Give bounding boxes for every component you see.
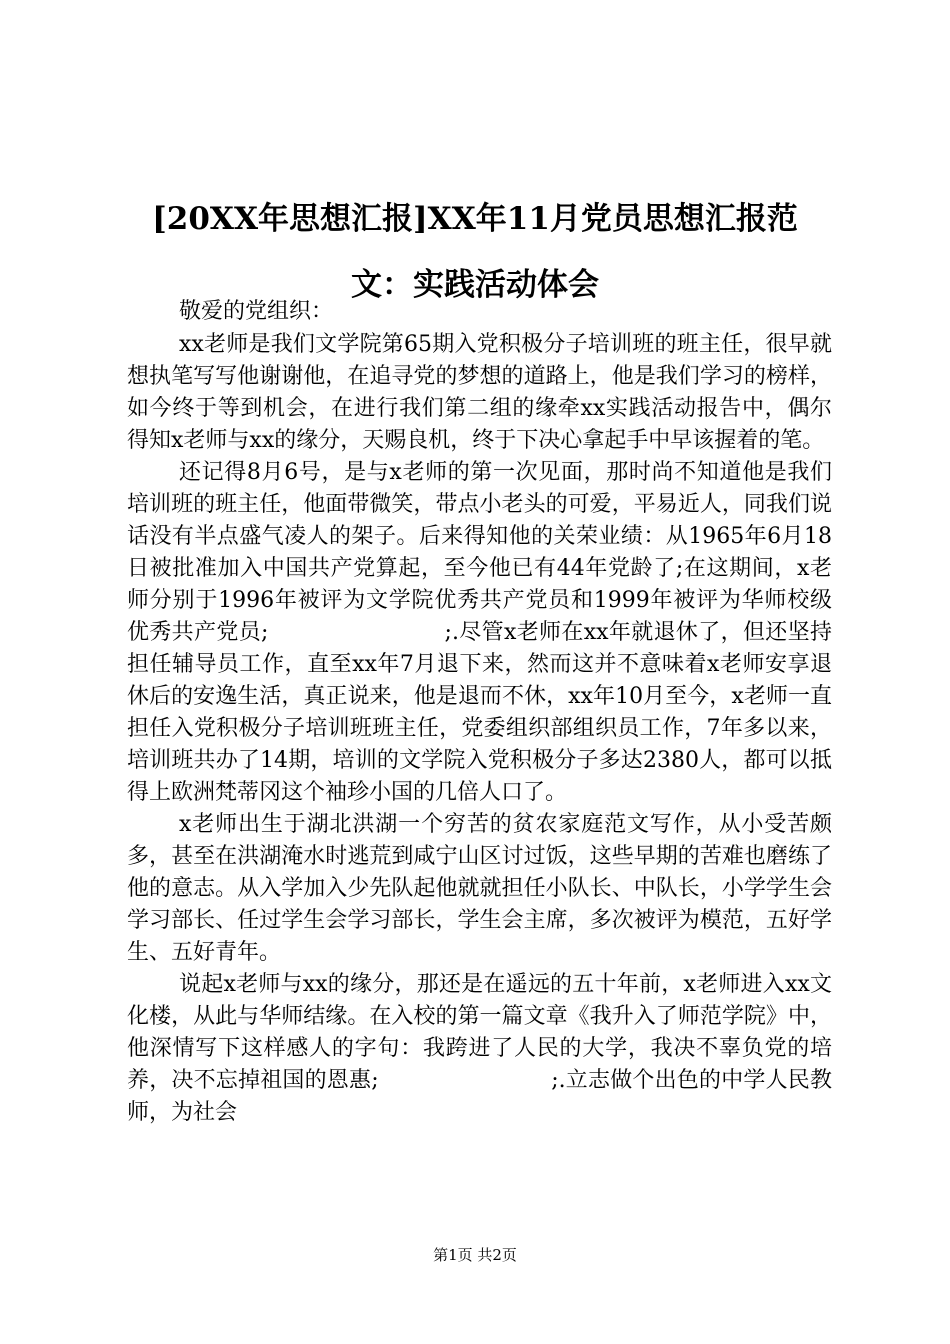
title-line-2: 文：实践活动体会 — [351, 267, 599, 303]
paragraph: x老师出生于湖北洪湖一个穷苦的贫农家庭范文写作，从小受苦颇多，甚至在洪湖淹水时逃荒到咸宁山区讨过饭，这些早期的苦难也磨练了他的意志。从入学加入少先队起他就就担任小队长、中队长，小学学生会学习部长、任过学生会学习部长，学生会主席，多次被评为模范，五好学生、五好青年。 — [127, 812, 832, 965]
paragraph: 说起x老师与xx的缘分，那还是在遥远的五十年前，x老师进入xx文化楼，从此与华师结缘。在入校的第一篇文章《我升入了师范学院》中，他深情写下这样感人的字句：我跨进了人民的大学，我决不辜负党的培养，决不忘掉祖国的恩惠; ;.立志做个出色的中学人民教师，为社会 — [127, 972, 832, 1125]
document-body — [127, 296, 832, 1129]
paragraph: xx老师是我们文学院第65期入党积极分子培训班的班主任，很早就想执笔写写他谢谢他，在追寻党的梦想的道路上，他是我们学习的榜样，如今终于等到机会，在进行我们第二组的缘牵xx实践活动报告中，偶尔得知x老师与xx的缘分，天赐良机，终于下决心拿起手中早该握着的笔。 — [127, 332, 832, 453]
paragraph: 还记得8月6号，是与x老师的第一次见面，那时尚不知道他是我们培训班的班主任，他面带微笑，带点小老头的可爱，平易近人，同我们说话没有半点盛气凌人的架子。后来得知他的关荣业绩：从1965年6月18日被批准加入中国共产党算起，至今他已有44年党龄了;在这期间，x老师分别于1996年被评为文学院优秀共产党员和1999年被评为华师校级优秀共产党员; ;.尽管x老师在xx年就退休了，但还坚持担任辅导员工作，直至xx年7月退下来，然而这并不意味着x老师安享退休后的安逸生活，真正说来，他是退而不休，xx年10月至今，x老师一直担任入党积极分子培训班班主任，党委组织部组织员工作，7年多以来，培训班共办了14期，培训的文学院入党积极分子多达2380人，都可以抵得上欧洲梵蒂冈这个袖珍小国的几倍人口了。 — [127, 460, 832, 805]
page-footer — [0, 1244, 950, 1266]
salutation: 敬爱的党组织： — [179, 299, 334, 324]
page-indicator: 第1页 共2页 — [433, 1246, 517, 1264]
title-line-1: [20XX年思想汇报]XX年11月党员思想汇报范 — [152, 201, 798, 237]
